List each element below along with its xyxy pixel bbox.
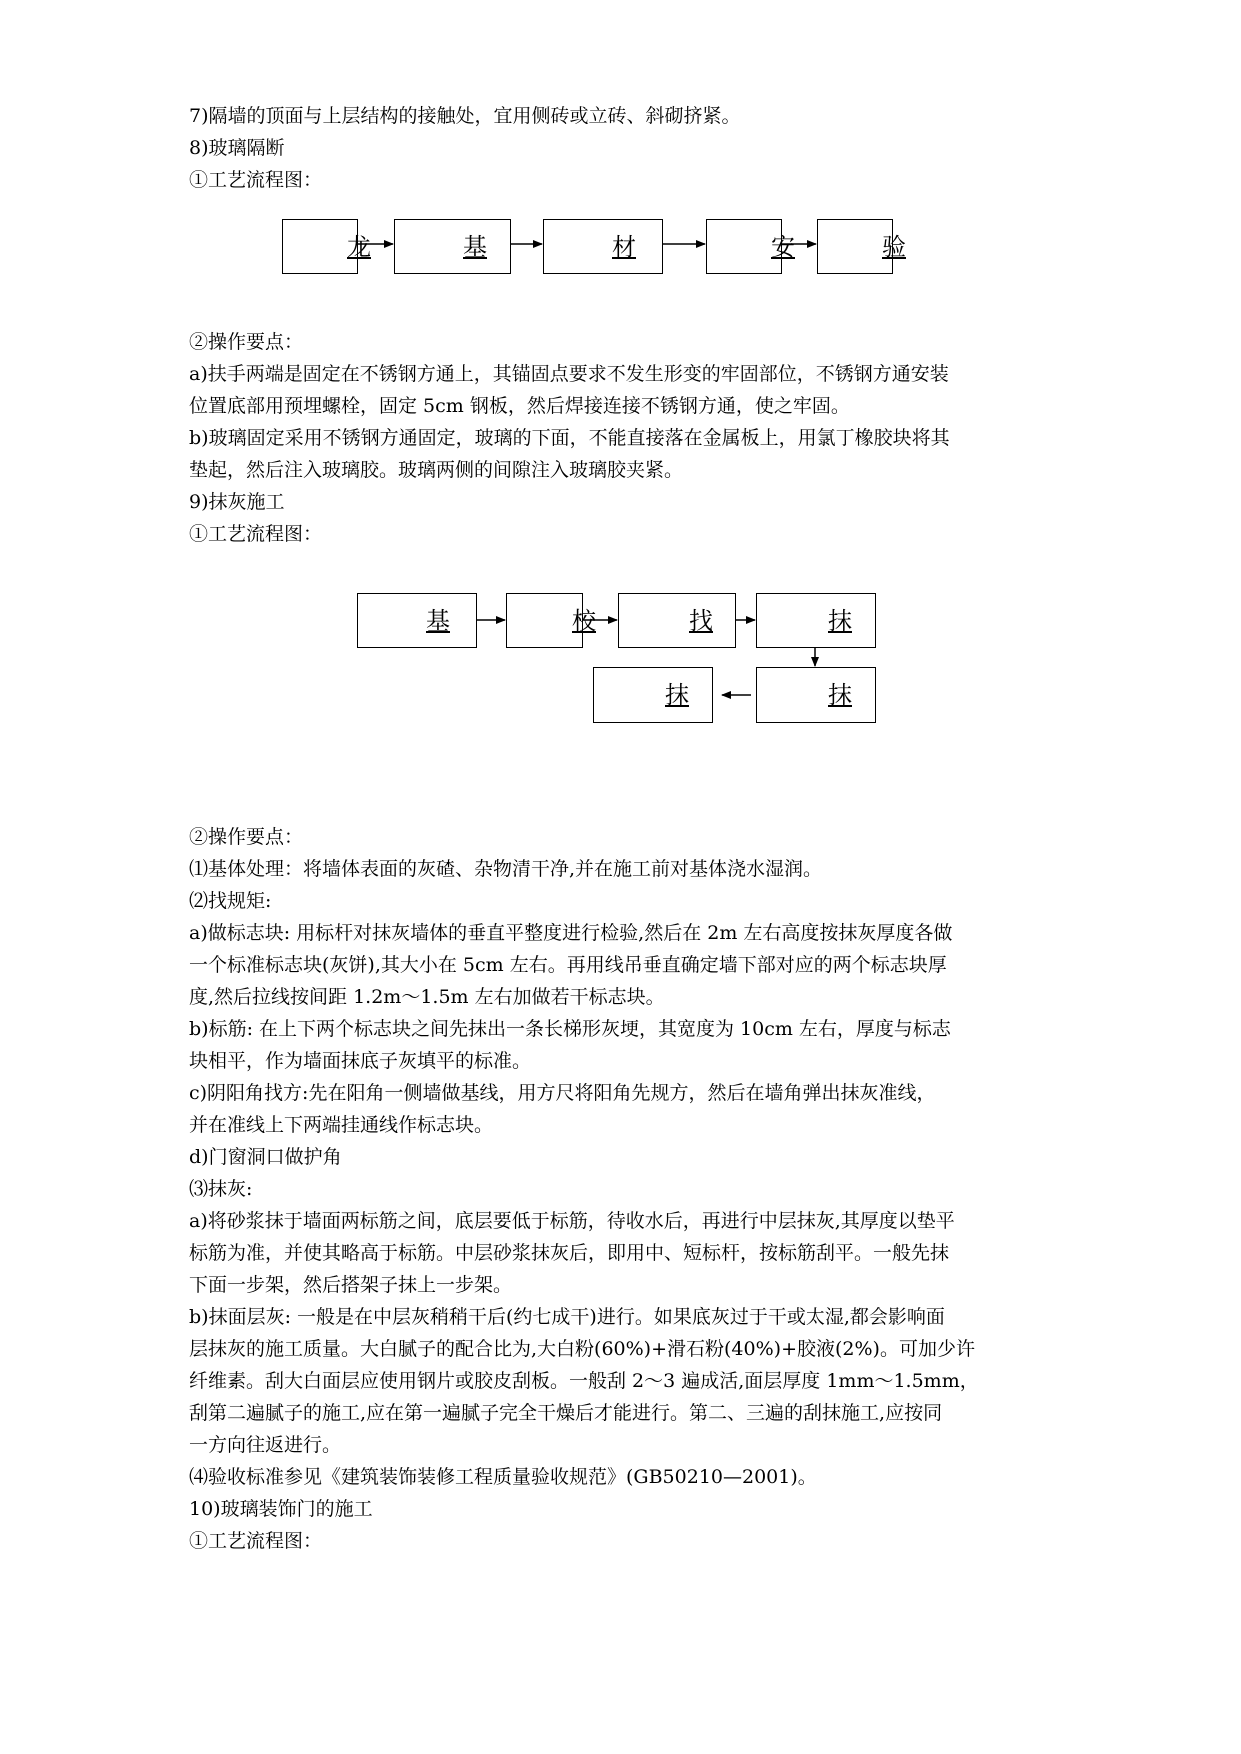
flow2-step-6-label: 抹: [665, 681, 689, 709]
text-line: 块相平，作为墙面抹底子灰填平的标准。: [189, 1050, 532, 1072]
flow1-step-5-label: 验: [882, 232, 906, 261]
text-line: c)阴阳角找方:先在阳角一侧墙做基线，用方尺将阳角先规方，然后在墙角弹出抹灰准线，: [189, 1082, 936, 1104]
flow2-step-1: [357, 593, 477, 648]
flow1-step-1: [282, 219, 371, 274]
flow1-step-5: [817, 219, 906, 274]
subheading: ①工艺流程图：: [189, 169, 323, 191]
text-line: 一方向往返进行。: [189, 1434, 342, 1456]
flow2-step-5: [756, 667, 876, 723]
text-line: a)扶手两端是固定在不锈钢方通上，其锚固点要求不发生形变的牢固部位，不锈钢方通安装: [189, 363, 949, 385]
subheading: ②操作要点：: [189, 331, 304, 353]
flow2-step-1-label: 基: [426, 606, 450, 635]
text-line: ⑷验收标准参见《建筑装饰装修工程质量验收规范》(GB50210—2001)。: [189, 1466, 817, 1488]
text-line: b)标筋: 在上下两个标志块之间先抹出一条长梯形灰埂，其宽度为 10cm 左右，厚度与标志: [189, 1018, 951, 1040]
text-line: ⑵找规矩:: [189, 890, 272, 912]
flow2-step-3: [618, 593, 736, 648]
subheading: ②操作要点：: [189, 826, 304, 848]
flow2-step-5-label: 抹: [828, 681, 852, 709]
text-line: 度,然后拉线按间距 1.2m～1.5m 左右加做若干标志块。: [189, 986, 665, 1008]
text-line: b)抹面层灰: 一般是在中层灰稍稍干后(约七成干)进行。如果底灰过于干或太湿,都会影响面: [189, 1306, 945, 1328]
flow1-step-4: [706, 219, 795, 274]
flow2-step-3-label: 找: [689, 606, 713, 635]
flow2-step-2: [506, 593, 596, 648]
subheading: ①工艺流程图：: [189, 523, 323, 545]
flow2-step-6: [593, 667, 713, 723]
flow1-step-3-label: 材: [612, 232, 636, 261]
text-line: a)将砂浆抹于墙面两标筋之间，底层要低于标筋，待收水后，再进行中层抹灰,其厚度以垫平: [189, 1210, 955, 1232]
text-line: 一个标准标志块(灰饼),其大小在 5cm 左右。再用线吊垂直确定墙下部对应的两个标志块厚: [189, 954, 947, 976]
text-line: 位置底部用预埋螺栓，固定 5cm 钢板，然后焊接连接不锈钢方通，使之牢固。: [189, 395, 850, 417]
text-line: 标筋为准，并使其略高于标筋。中层砂浆抹灰后，即用中、短标杆，按标筋刮平。一般先抹: [189, 1242, 950, 1264]
flow1-step-1-label: 龙: [347, 232, 371, 261]
section-heading: 10)玻璃装饰门的施工: [189, 1498, 373, 1520]
section-heading: 8)玻璃隔断: [189, 137, 285, 159]
text-line: ⑴基体处理：将墙体表面的灰碴、杂物清干净,并在施工前对基体浇水湿润。: [189, 858, 823, 880]
text-line: 刮第二遍腻子的施工,应在第一遍腻子完全干燥后才能进行。第二、三遍的刮抹施工,应按同: [189, 1402, 943, 1424]
flow2-step-4: [756, 593, 876, 648]
subheading: ①工艺流程图：: [189, 1530, 323, 1552]
text-line: 并在准线上下两端挂通线作标志块。: [189, 1114, 494, 1136]
text-line: 垫起，然后注入玻璃胶。玻璃两侧的间隙注入玻璃胶夹紧。: [189, 459, 684, 481]
flow1-step-3: [543, 219, 663, 274]
text-line: 下面一步架，然后搭架子抹上一步架。: [189, 1274, 513, 1296]
flow1-step-4-label: 安: [771, 232, 795, 261]
section-heading: 9)抹灰施工: [189, 491, 285, 513]
text-line: d)门窗洞口做护角: [189, 1146, 342, 1168]
flow2-step-2-label: 校: [572, 606, 596, 635]
flow1-step-2: [394, 219, 511, 274]
text-line: b)玻璃固定采用不锈钢方通固定，玻璃的下面，不能直接落在金属板上，用氯丁橡胶块将其: [189, 427, 950, 449]
text-line: ⑶抹灰:: [189, 1178, 253, 1200]
text-line: 纤维素。刮大白面层应使用钢片或胶皮刮板。一般刮 2～3 遍成活,面层厚度 1mm～1.5mm，: [189, 1370, 979, 1392]
flow2-step-4-label: 抹: [828, 606, 852, 635]
flow1-step-2-label: 基: [463, 232, 487, 261]
text-line: 层抹灰的施工质量。大白腻子的配合比为,大白粉(60%)+滑石粉(40%)+胶液(2%)。可加少许: [189, 1338, 975, 1360]
text-line: 7)隔墙的顶面与上层结构的接触处，宜用侧砖或立砖、斜砌挤紧。: [189, 105, 741, 127]
text-line: a)做标志块: 用标杆对抹灰墙体的垂直平整度进行检验,然后在 2m 左右高度按抹灰厚度各做: [189, 922, 953, 944]
